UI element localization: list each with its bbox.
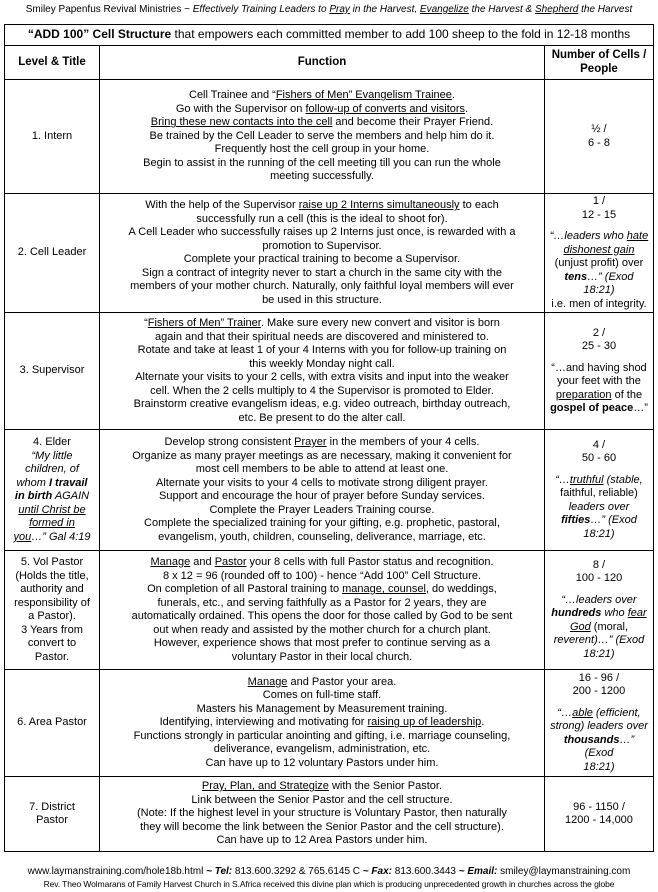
function-line	[103, 583, 541, 597]
table-row	[5, 430, 654, 551]
tagline-evangelize: Evangelize	[419, 4, 469, 15]
function-line: funerals, etc., and serving faithfully as a Pastor for 2 years, they are	[157, 596, 487, 609]
title-line: “My little	[31, 449, 73, 462]
function-line: evangelism, youth, children, counseling, deliverance, marriage, etc.	[158, 530, 486, 543]
function-line: Masters his Management by Measurement training.	[196, 702, 448, 715]
title-line	[8, 477, 96, 491]
cells-people	[544, 551, 653, 670]
tagline-shepherd: Shepherd	[534, 4, 579, 15]
function-line	[103, 436, 541, 450]
function-line: deliverance, evangelism, administration, etc.	[213, 743, 431, 756]
text: you	[13, 530, 32, 543]
people-count: 50 - 60	[581, 452, 617, 465]
function-line: promotion to Supervisor.	[262, 239, 382, 252]
scripture-line: 18:21)	[583, 647, 615, 660]
text: I travail	[48, 476, 88, 489]
text: your 8 cells with full Pastor status and recognition.	[246, 556, 494, 568]
email-label: ~ Email:	[455, 866, 501, 877]
title-line: Pastor.	[34, 650, 70, 663]
level-title: 2. Cell Leader	[5, 194, 100, 313]
scripture-line	[548, 389, 650, 403]
text: …” (Exod 18:21)	[583, 270, 634, 296]
function-line: Complete the specialized training for your gifting, e.g. prophetic, pastoral,	[144, 517, 500, 529]
text: raising up of leadership	[367, 716, 482, 729]
text: On completion of all Pastoral training to	[147, 583, 343, 595]
text: fear	[627, 607, 647, 620]
function-line	[103, 103, 541, 117]
function-line	[103, 199, 541, 213]
function-line: 8 x 12 = 96 (rounded off to 100) - hence “Add 100” Cell Structure.	[162, 569, 482, 582]
scripture-line	[548, 402, 650, 416]
level-title: 6. Area Pastor	[5, 670, 100, 777]
text: with the Senior Pastor.	[328, 780, 443, 793]
tagline-part: in the Harvest,	[349, 4, 420, 15]
text: Develop strong consistent	[164, 436, 295, 448]
function-line: Can have up to 12 Area Pastors under him.	[216, 834, 428, 847]
level-title	[5, 430, 100, 551]
scripture-line: i.e. men of integrity.	[551, 297, 647, 310]
table-row	[5, 551, 654, 670]
scripture-line	[548, 514, 650, 528]
function-line: members of your mother church. Naturally, only faithful loyal members will ever	[130, 280, 514, 292]
title-line: authority and	[20, 583, 84, 595]
function-line: successfully run a cell (this is the ideal to shoot for).	[196, 212, 448, 225]
title-line	[8, 531, 96, 545]
text: tens	[564, 270, 588, 283]
text: and Pastor your area.	[287, 675, 397, 688]
table-row	[5, 777, 654, 852]
scripture-line: your feet with the	[557, 375, 641, 387]
page-header	[0, 4, 658, 15]
spacer	[548, 466, 650, 474]
scripture-line: 18:21)	[583, 760, 615, 773]
function-cell	[100, 194, 545, 313]
spacer	[548, 354, 650, 362]
people-count: 6 - 8	[587, 136, 610, 149]
tagline-part: Effectively Training Leaders to	[192, 4, 330, 15]
function-line: out when ready and assisted by the mother church for a church plant.	[153, 623, 491, 636]
tel-number: 813.600.3292 & 765.6145 C	[234, 866, 361, 877]
text: “…	[555, 473, 570, 486]
title-line: convert to	[27, 637, 77, 649]
table-row	[5, 670, 654, 777]
function-line: this weekly Monday night call.	[249, 357, 395, 370]
text: “…	[557, 706, 573, 719]
title-line: a Pastor).	[28, 610, 76, 622]
level-title	[5, 777, 100, 852]
title-line: formed in	[29, 517, 75, 529]
text: Pray, Plan, and Strategize	[201, 780, 329, 793]
people-count: 1200 - 14,000	[565, 814, 633, 826]
scripture-line: faithful, reliable)	[560, 487, 638, 500]
text: Manage	[247, 675, 288, 688]
text: Prayer	[294, 436, 327, 448]
text: (stable,	[603, 473, 643, 486]
table-row	[5, 194, 654, 313]
cells-header-line: Number of Cells /	[551, 49, 647, 61]
text: hundreds	[551, 607, 602, 620]
function-line: Alternate your visits to your 2 cells, with extra visits and input into the weaker	[135, 371, 509, 383]
function-line	[103, 116, 541, 130]
caption-row	[5, 25, 654, 46]
people-count: 25 - 30	[581, 340, 617, 352]
text: Go with the Supervisor on	[175, 102, 306, 115]
tagline-part: the Harvest	[578, 4, 633, 15]
spacer	[548, 699, 650, 707]
text: With the help of the Supervisor	[145, 199, 299, 211]
org-name: Smiley Papenfus Revival Ministries ~	[25, 4, 193, 15]
cell-count: ½ /	[591, 123, 607, 135]
text: Fishers of Men” Trainer	[147, 317, 261, 329]
function-line	[103, 89, 541, 103]
function-line: Comes on full-time staff.	[262, 689, 382, 702]
function-line: Functions strongly in particular anointing and gifting, i.e. marriage counseling,	[133, 729, 511, 742]
function-line: Organize as many prayer meetings as are necessary, making it convenient for	[132, 449, 512, 462]
email-link[interactable]: smiley@laymanstraining.com	[500, 866, 631, 877]
column-header-cells	[544, 46, 653, 80]
scripture-line: “…and having shod	[551, 361, 647, 374]
function-line: However, experience shows that most prefer to continue serving as a	[153, 637, 491, 649]
cells-people	[544, 430, 653, 551]
website-link[interactable]: www.laymanstraining.com/hole18b.html	[27, 866, 204, 877]
scripture-line	[548, 271, 650, 298]
scripture-line: 18:21)	[583, 527, 615, 540]
text: Bring these new contacts into the cell	[150, 116, 333, 129]
function-cell	[100, 80, 545, 194]
text: to each	[459, 199, 499, 211]
function-line: (Note: If the highest level in your structure is Voluntary Pastor, then naturally	[137, 807, 507, 820]
table-caption	[5, 25, 654, 46]
text: (efficient,	[592, 706, 641, 719]
text: able	[572, 706, 593, 719]
scripture-line: reverent)…” (Exod	[553, 634, 645, 647]
scripture-line	[548, 474, 650, 488]
text: hate	[626, 230, 649, 242]
text: AGAIN	[52, 490, 90, 502]
title-line: (Holds the title,	[15, 569, 89, 582]
scripture-line	[548, 707, 650, 721]
title-line	[8, 490, 96, 504]
title-line: Pastor	[36, 814, 68, 826]
text: in birth	[14, 490, 53, 502]
text: and become their Prayer Friend.	[332, 116, 494, 129]
text: , do weddings,	[425, 583, 497, 595]
function-line	[103, 780, 541, 794]
level-title: 3. Supervisor	[5, 313, 100, 430]
text: and	[190, 556, 215, 568]
text: raise up 2 Interns simultaneously	[298, 199, 460, 211]
caption-bold: “ADD 100” Cell Structure	[27, 27, 172, 42]
text: …” (Exod	[584, 733, 635, 760]
caption-rest: that empowers each committed member to add 100 sheep to the fold in 12-18 months	[171, 27, 631, 42]
tagline-pray: Pray	[329, 4, 350, 15]
function-cell	[100, 551, 545, 670]
text: Cell Trainee and “	[189, 89, 276, 102]
title-line: 5. Vol Pastor	[20, 556, 84, 568]
spacer	[548, 586, 650, 594]
cells-people	[544, 777, 653, 852]
function-line: Alternate your visits to your 4 cells to motivate strong diligent prayer.	[155, 476, 488, 489]
text: …”	[633, 402, 648, 414]
function-line: Complete your practical training to become a Supervisor.	[183, 253, 461, 265]
column-header-function: Function	[100, 46, 545, 80]
table-row	[5, 80, 654, 194]
function-line: Link between the Senior Pastor and the cell structure.	[191, 793, 453, 806]
function-line: Rotate and take at least 1 of your 4 Interns with you for follow-up training on	[137, 344, 507, 356]
scripture-line	[548, 734, 650, 761]
function-line: A Cell Leader who successfully raises up 2 Interns just once, is rewarded with a	[128, 226, 516, 238]
cells-people	[544, 313, 653, 430]
text: who	[601, 607, 628, 620]
text: .	[451, 89, 455, 102]
text: Identifying, interviewing and motivating for	[159, 716, 368, 729]
credit-footer: Rev. Theo Wolmarans of Family Harvest Church in S.Africa received this divine plan which is producing unprecedented growth in churches across the globe	[43, 879, 615, 889]
text: “…leaders who	[549, 230, 627, 242]
function-line: Can have up to 12 voluntary Pastors under him.	[205, 756, 439, 769]
text: God	[569, 620, 591, 633]
text: Pastor	[214, 556, 247, 568]
cell-count: 4 /	[592, 438, 606, 451]
function-line: Brainstorm creative evangelism ideas, e.g. video outreach, birthday outreach,	[133, 398, 511, 410]
cell-count: 2 /	[592, 326, 606, 339]
cell-count: 1 /	[592, 195, 606, 207]
text: Manage	[150, 556, 191, 568]
title-line: 7. District	[29, 800, 75, 813]
function-line: be used in this structure.	[262, 293, 382, 306]
function-line: voluntary Pastor in their local church.	[231, 650, 413, 663]
column-header-level: Level & Title	[5, 46, 100, 80]
scripture-line: “…leaders over	[561, 593, 637, 606]
cells-people	[544, 670, 653, 777]
text: .	[465, 102, 469, 115]
table-row	[5, 313, 654, 430]
function-line: Begin to assist in the running of the cell meeting till you can run the whole	[143, 156, 501, 169]
spacer	[548, 222, 650, 230]
contact-footer	[6, 866, 652, 877]
text: . Make sure every new convert and visitor is born	[260, 317, 500, 329]
function-line	[103, 556, 541, 570]
fax-number: 813.600.3443	[394, 866, 456, 877]
text: .	[481, 716, 485, 729]
people-count: 100 - 120	[575, 572, 623, 585]
function-line: Complete the Prayer Leaders Training course.	[209, 503, 435, 516]
function-cell	[100, 670, 545, 777]
text: “	[144, 317, 148, 329]
function-line: cell. When the 2 cells multiply to 4 the Supervisor is promoted to Elder.	[150, 384, 494, 397]
title-line: children, of	[25, 463, 79, 475]
text: follow-up of converts and visitors	[305, 102, 466, 115]
text: Fishers of Men” Evangelism Trainee	[275, 89, 452, 102]
people-count: 200 - 1200	[572, 685, 626, 698]
people-count: 12 - 15	[581, 208, 617, 221]
function-line: Frequently host the cell group in your home.	[214, 143, 430, 156]
text: gospel of peace	[550, 402, 634, 414]
text: (moral,	[590, 620, 629, 633]
function-line: Support and encourage the hour of prayer before Sunday services.	[159, 490, 485, 502]
cell-count: 96 - 1150 /	[573, 800, 625, 813]
cell-count: 8 /	[592, 558, 606, 571]
function-line	[103, 676, 541, 690]
text: truthful	[569, 473, 604, 486]
title-line: 3 Years from	[21, 623, 83, 636]
scripture-line: leaders over	[568, 500, 630, 513]
cell-structure-table	[4, 24, 654, 852]
title-line: responsibility of	[14, 596, 90, 609]
title-line: 4. Elder	[33, 436, 71, 448]
text: …” Gal 4:19	[31, 530, 91, 543]
level-title: 1. Intern	[5, 80, 100, 194]
function-cell	[100, 777, 545, 852]
header-row	[5, 46, 654, 80]
tagline-part: the Harvest &	[468, 4, 535, 15]
text: of the	[611, 388, 643, 401]
text: whom	[16, 476, 49, 489]
function-line	[103, 317, 541, 331]
text: …” (Exod	[590, 514, 637, 527]
function-line: most cell members to be able to attend at least one.	[195, 463, 449, 475]
function-cell	[100, 313, 545, 430]
function-line: Sign a contract of integrity never to start a church in the same city with the	[141, 266, 503, 279]
function-line: meeting successfully.	[270, 170, 374, 183]
scripture-line: dishonest gain	[563, 243, 635, 256]
function-line: etc. Be present to do the alter call.	[238, 411, 406, 424]
text: manage, counsel	[342, 583, 426, 595]
cells-people	[544, 80, 653, 194]
function-line: they will become the link between the Senior Pastor and the cell structure).	[140, 820, 504, 833]
level-title	[5, 551, 100, 670]
cells-people	[544, 194, 653, 313]
scripture-line: (unjust profit) over	[554, 257, 644, 269]
text: fifties	[561, 514, 591, 527]
function-line: again and that their spiritual needs are discovered and ministered to.	[155, 330, 489, 343]
function-cell	[100, 430, 545, 551]
function-line	[103, 716, 541, 730]
scripture-line	[548, 607, 650, 621]
title-line: until Christ be	[18, 503, 86, 516]
tel-label: ~ Tel:	[203, 866, 235, 877]
scripture-line: strong) leaders over	[550, 720, 648, 733]
scripture-line	[548, 230, 650, 244]
fax-label: ~ Fax:	[360, 866, 395, 877]
function-line: automatically ordained. This opens the door for those called by God to be sent	[131, 610, 513, 622]
cells-header-line: People	[580, 62, 618, 75]
text: in the members of your 4 cells.	[326, 436, 480, 448]
scripture-line	[548, 621, 650, 635]
cell-count: 16 - 96 /	[578, 671, 620, 684]
text: preparation	[555, 388, 612, 401]
text: thousands	[563, 733, 620, 746]
function-line: Be trained by the Cell Leader to serve the members and help him do it.	[149, 129, 495, 142]
